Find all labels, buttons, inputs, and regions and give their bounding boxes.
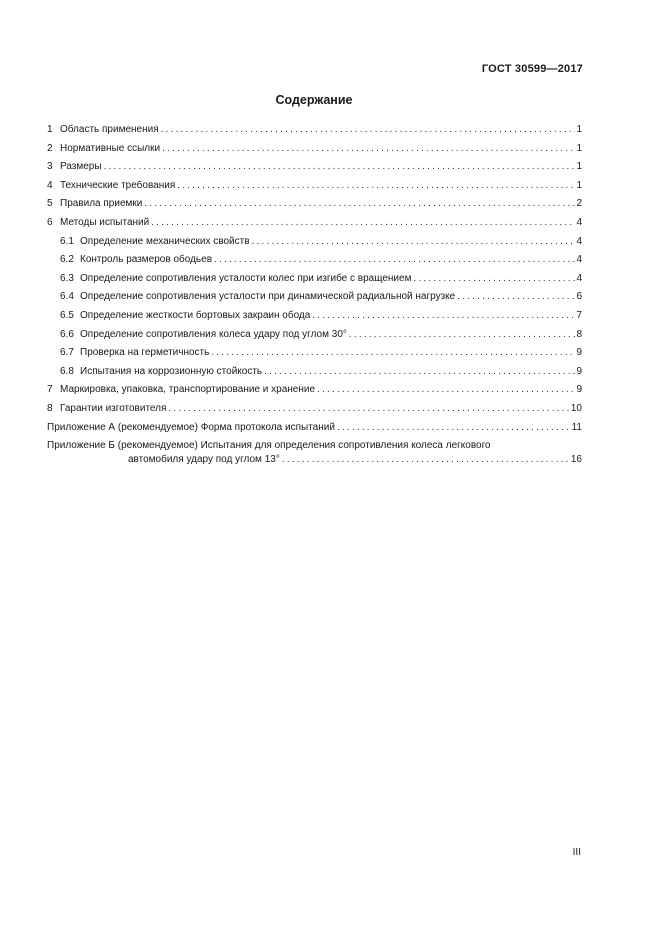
toc-entry-title: Нормативные ссылки <box>60 142 161 154</box>
toc-entry-title: Правила приемки <box>60 198 143 210</box>
toc-entry-number: 8 <box>47 402 53 414</box>
dot-leader <box>349 329 576 341</box>
toc-entry-number: 4 <box>47 179 53 191</box>
toc-entry-number: 6.3 <box>60 272 74 284</box>
toc-entry-page: 6 <box>576 291 582 303</box>
toc-entry-6-5[interactable] <box>47 310 582 329</box>
toc-entry-number: 6.6 <box>60 328 74 340</box>
toc-entry-8[interactable] <box>47 403 582 422</box>
toc-entry-number: 5 <box>47 198 53 210</box>
dot-leader <box>104 161 576 173</box>
toc-entry-number: 6.8 <box>60 365 74 377</box>
toc-entry-page: 9 <box>576 365 582 377</box>
toc-entry-page: 11 <box>571 421 582 433</box>
dot-leader <box>151 217 575 229</box>
toc-entry-6-6[interactable] <box>47 329 582 348</box>
toc-entry-title: Маркировка, упаковка, транспортирование и хранение <box>60 384 316 396</box>
toc-entry-page: 8 <box>576 328 582 340</box>
toc-entry-page: 4 <box>576 235 582 247</box>
toc-entry-number: 2 <box>47 142 53 154</box>
toc-entry-number: 3 <box>47 161 53 173</box>
toc-entry-number: 6.5 <box>60 309 74 321</box>
dot-leader <box>282 454 570 466</box>
page-number: III <box>572 847 581 858</box>
dot-leader <box>214 254 575 266</box>
dot-leader <box>211 347 575 359</box>
toc-entry-page: 1 <box>576 179 582 191</box>
table-of-contents <box>47 124 582 470</box>
toc-entry-continuation <box>47 454 582 470</box>
toc-entry-1[interactable] <box>47 124 582 143</box>
toc-entry-page: 1 <box>576 124 582 135</box>
toc-entry-number: 7 <box>47 384 53 396</box>
document-code: ГОСТ 30599—2017 <box>481 63 583 75</box>
toc-entry-page: 9 <box>576 347 582 359</box>
toc-entry-page: 16 <box>570 454 582 466</box>
toc-entry-title: Определение сопротивления колеса удару под углом 30° <box>80 328 347 340</box>
toc-entry-6-8[interactable] <box>47 366 582 385</box>
toc-entry-page: 2 <box>576 198 582 210</box>
toc-entry-number: 6 <box>47 216 53 228</box>
toc-entry-title: Проверка на герметичность <box>80 347 210 359</box>
dot-leader <box>177 180 575 192</box>
toc-entry-title: Определение жесткости бортовых закраин обода <box>80 309 311 321</box>
toc-entry-page: 4 <box>576 216 582 228</box>
toc-entry-number: 6.2 <box>60 254 74 266</box>
toc-entry-number: 6.1 <box>60 235 74 247</box>
toc-entry-6-2[interactable] <box>47 254 582 273</box>
toc-entry-title-continuation: автомобиля удару под углом 13° <box>128 454 280 466</box>
dot-leader <box>312 310 575 322</box>
toc-entry-title: Приложение А (рекомендуемое) Форма протокола испытаний <box>47 421 335 433</box>
toc-entry-title: Контроль размеров ободьев <box>80 254 213 266</box>
toc-entry-number: 1 <box>47 124 53 135</box>
toc-entry-title: Определение сопротивления усталости колес при изгибе с вращением <box>80 272 412 284</box>
toc-entry-title: Область применения <box>60 124 159 135</box>
toc-entry-page: 7 <box>576 309 582 321</box>
dot-leader <box>413 273 575 285</box>
toc-title: Содержание <box>275 93 353 107</box>
toc-entry-title: Технические требования <box>60 179 176 191</box>
dot-leader <box>162 143 575 155</box>
toc-entry-page: 10 <box>570 402 582 414</box>
toc-entry-title: Определение механических свойств <box>80 235 250 247</box>
toc-entry-page: 9 <box>576 384 582 396</box>
toc-entry-page: 4 <box>576 272 582 284</box>
toc-entry-title: Гарантии изготовителя <box>60 402 167 414</box>
toc-entry-2[interactable] <box>47 143 582 162</box>
toc-entry-page: 1 <box>576 161 582 173</box>
toc-entry-page: 1 <box>576 142 582 154</box>
dot-leader <box>317 384 575 396</box>
toc-entry-6-7[interactable] <box>47 347 582 366</box>
toc-entry-6-3[interactable] <box>47 273 582 292</box>
dot-leader <box>161 124 576 136</box>
dot-leader <box>337 422 571 434</box>
toc-entry-4[interactable] <box>47 180 582 199</box>
toc-entry-page: 4 <box>576 254 582 266</box>
toc-entry-number: 6.7 <box>60 347 74 359</box>
toc-entry-7[interactable] <box>47 384 582 403</box>
toc-entry-6-4[interactable] <box>47 291 582 310</box>
dot-leader <box>144 198 575 210</box>
dot-leader <box>457 291 575 303</box>
toc-entry-5[interactable] <box>47 198 582 217</box>
toc-entry-title: Испытания на коррозионную стойкость <box>80 365 263 377</box>
dot-leader <box>252 236 576 248</box>
toc-entry-title: Размеры <box>60 161 102 173</box>
toc-entry-6[interactable] <box>47 217 582 236</box>
dot-leader <box>168 403 569 415</box>
toc-entry-appendix-b[interactable] <box>47 440 582 470</box>
toc-entry-appendix-a[interactable] <box>47 422 582 441</box>
dot-leader <box>264 366 575 378</box>
toc-entry-title: Методы испытаний <box>60 216 150 228</box>
toc-entry-number: 6.4 <box>60 291 74 303</box>
toc-entry-3[interactable] <box>47 161 582 180</box>
toc-entry-6-1[interactable] <box>47 236 582 255</box>
toc-entry-title: Определение сопротивления усталости при динамической радиальной нагрузке <box>80 291 456 303</box>
toc-entry-title: Приложение Б (рекомендуемое) Испытания для определения сопротивления колеса легкового <box>47 440 491 452</box>
